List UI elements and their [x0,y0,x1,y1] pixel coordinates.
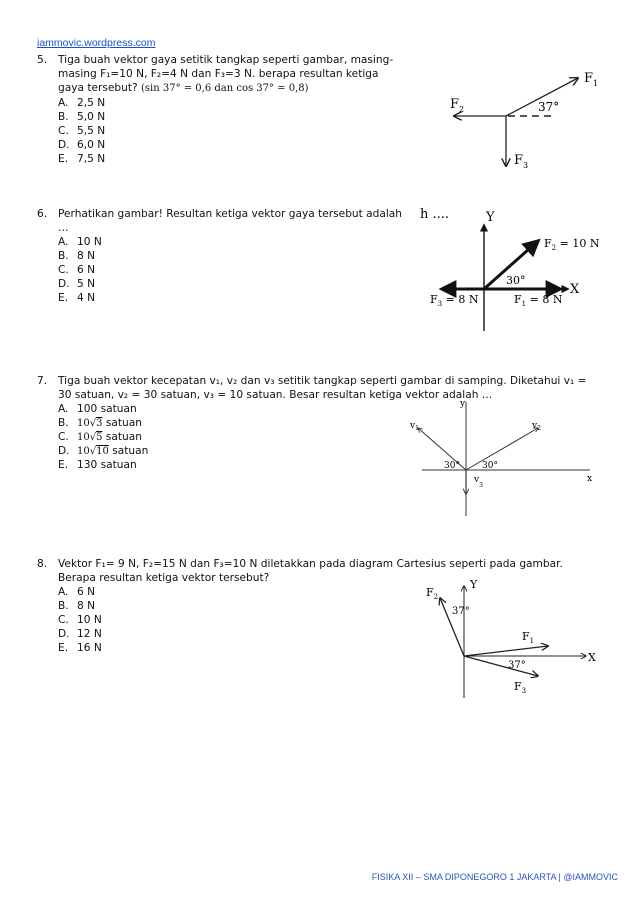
label-f2: $F_2$ [450,97,465,114]
question-line: gaya tersebut? (sin 37° = 0,6 dan cos 37° = 0,8) [58,82,309,95]
option-e: E. 7,5 N [58,153,106,165]
figure-q5 [406,62,622,186]
label-x: X [588,651,596,664]
question-5 [37,53,403,173]
option-d: D. 12 N [58,628,102,640]
label-angle-bottom: 37° [508,660,526,671]
label-f3: $F_3$ [514,153,529,170]
question-line: Tiga buah vektor kecepatan v₁, v₂ dan v₃ setitik tangkap seperti gambar di samping. Diketahui v₁ = [58,375,587,387]
option-a: A. 10 N [58,236,102,248]
question-number: 5. [37,54,48,66]
figure-q6 [418,203,620,333]
label-x: X [570,282,580,297]
option-b: B. 8 N [58,250,96,262]
figure-q8 [410,576,602,700]
option-b: B. 10√3 satuan [58,417,142,429]
label-v2: $v_2$ [532,421,541,432]
question-line: Tiga buah vektor gaya setitik tangkap seperti gambar, masing- [58,54,394,66]
option-a: A. 100 satuan [58,403,137,415]
f1-vector [464,646,548,656]
label-f1: $F_1$ [584,71,599,88]
option-e: E. 4 N [58,292,96,304]
f3-vector [464,656,538,676]
math-hint: (sin 37° = 0,6 dan cos 37° = 0,8) [141,83,309,95]
label-y: Y [486,210,495,225]
option-a: A. 6 N [58,586,96,598]
option-d: D. 10√10 satuan [58,445,149,457]
question-6 [37,207,417,307]
question-line: Vektor F₁= 9 N, F₂=15 N dan F₃=10 N diletakkan pada diagram Cartesius seperti pada gambar. [58,558,563,570]
option-c: C. 5,5 N [58,125,106,137]
label-f1: $F_1$ [522,630,535,645]
question-suffix: h .... [420,207,450,222]
option-e: E. 16 N [58,642,102,654]
option-d: D. 5 N [58,278,96,290]
question-line: 30 satuan, v₂ = 30 satuan, v₃ = 10 satuan. Besar resultan ketiga vektor adalah … [58,389,493,402]
question-number: 6. [37,208,48,220]
label-angle: 37° [538,100,560,114]
question-line: masing F₁=10 N, F₂=4 N dan F₃=3 N. berapa resultan ketiga [58,68,379,81]
option-c: C. 10 N [58,614,102,626]
label-v1: $v_1$ [410,421,419,432]
question-line: Berapa resultan ketiga vektor tersebut? [58,572,270,585]
label-angle-right: 30° [482,461,498,471]
label-f3: $F_3 = 8$ N [430,293,479,308]
page-footer: FISIKA XII – SMA DIPONEGORO 1 JAKARTA | @IAMMOVIC [371,872,618,882]
option-e: E. 130 satuan [58,459,137,471]
label-f2: $F_2$ [426,586,439,601]
option-d: D. 6,0 N [58,139,106,151]
option-b: B. 8 N [58,600,96,612]
label-y: Y [470,578,478,591]
figure-q7 [404,398,604,518]
option-c: C. 10√5 satuan [58,431,142,443]
label-angle: 30° [506,274,526,287]
label-x: x [587,474,593,484]
label-f3: $F_3$ [514,680,527,695]
label-f2: $F_2 = 10$ N [544,237,600,252]
label-v3: $v_3$ [474,475,483,489]
question-text [58,53,403,97]
question-line: … [58,222,69,235]
label-angle-top: 37° [452,606,470,617]
option-c: C. 6 N [58,264,96,276]
question-text [58,207,433,235]
label-y: y [460,399,466,409]
question-number: 7. [37,375,48,387]
site-link[interactable]: iammovic.wordpress.com [37,37,156,49]
question-line: Perhatikan gambar! Resultan ketiga vektor gaya tersebut adalah [58,208,403,220]
question-number: 8. [37,558,48,570]
option-b: B. 5,0 N [58,111,106,123]
v2-vector [466,428,538,470]
option-a: A. 2,5 N [58,97,106,109]
label-angle-left: 30° [444,461,460,471]
label-f1: $F_1 = 8$ N [514,293,563,308]
